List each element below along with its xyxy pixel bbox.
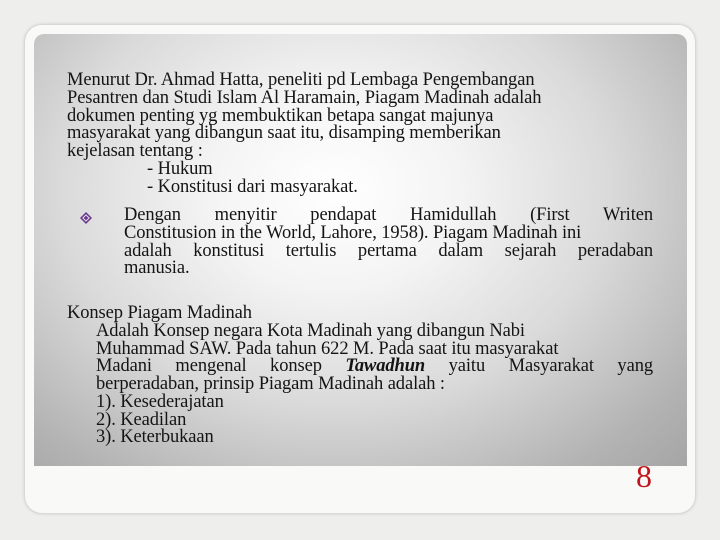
bullet-line-2: Constitusion in the World, Lahore, 1958). Piagam Madinah ini [124,223,582,243]
intro-line-1: Menurut Dr. Ahmad Hatta, peneliti pd Lembaga Pengembangan [67,70,535,90]
intro-item-konstitusi: - Konstitusi dari masyarakat. [147,177,358,197]
bullet-line-1: Dengan menyitir pendapat Hamidullah (First Writen [124,205,653,225]
intro-line-2: Pesantren dan Studi Islam Al Haramain, Piagam Madinah adalah [67,88,542,108]
concept-line-3-start: Madani mengenal konsep [96,356,346,376]
principle-2: 2). Keadilan [96,410,187,430]
concept-line-2: Muhammad SAW. Pada tahun 622 M. Pada saat itu masyarakat [96,339,559,359]
concept-heading: Konsep Piagam Madinah [67,303,252,323]
bullet-line-3: adalah konstitusi tertulis pertama dalam sejarah peradaban [124,241,653,261]
intro-line-5: kejelasan tentang : [67,141,203,161]
intro-line-4: masyarakat yang dibangun saat itu, disamping memberikan [67,123,501,143]
principle-3: 3). Keterbukaan [96,427,214,447]
page-number: 8 [636,458,652,494]
concept-line-4: berperadaban, prinsip Piagam Madinah adalah : [96,374,445,394]
diamond-bullet-icon [80,212,92,224]
intro-line-3: dokumen penting yg membuktikan betapa sangat majunya [67,106,494,126]
principle-1: 1). Kesederajatan [96,392,224,412]
bullet-line-4: manusia. [124,258,190,278]
concept-line-1: Adalah Konsep negara Kota Madinah yang dibangun Nabi [96,321,525,341]
term-tawadhun: Tawadhun [345,356,426,376]
concept-line-3-end: yaitu Masyarakat yang [425,356,653,376]
intro-item-hukum: - Hukum [147,159,213,179]
